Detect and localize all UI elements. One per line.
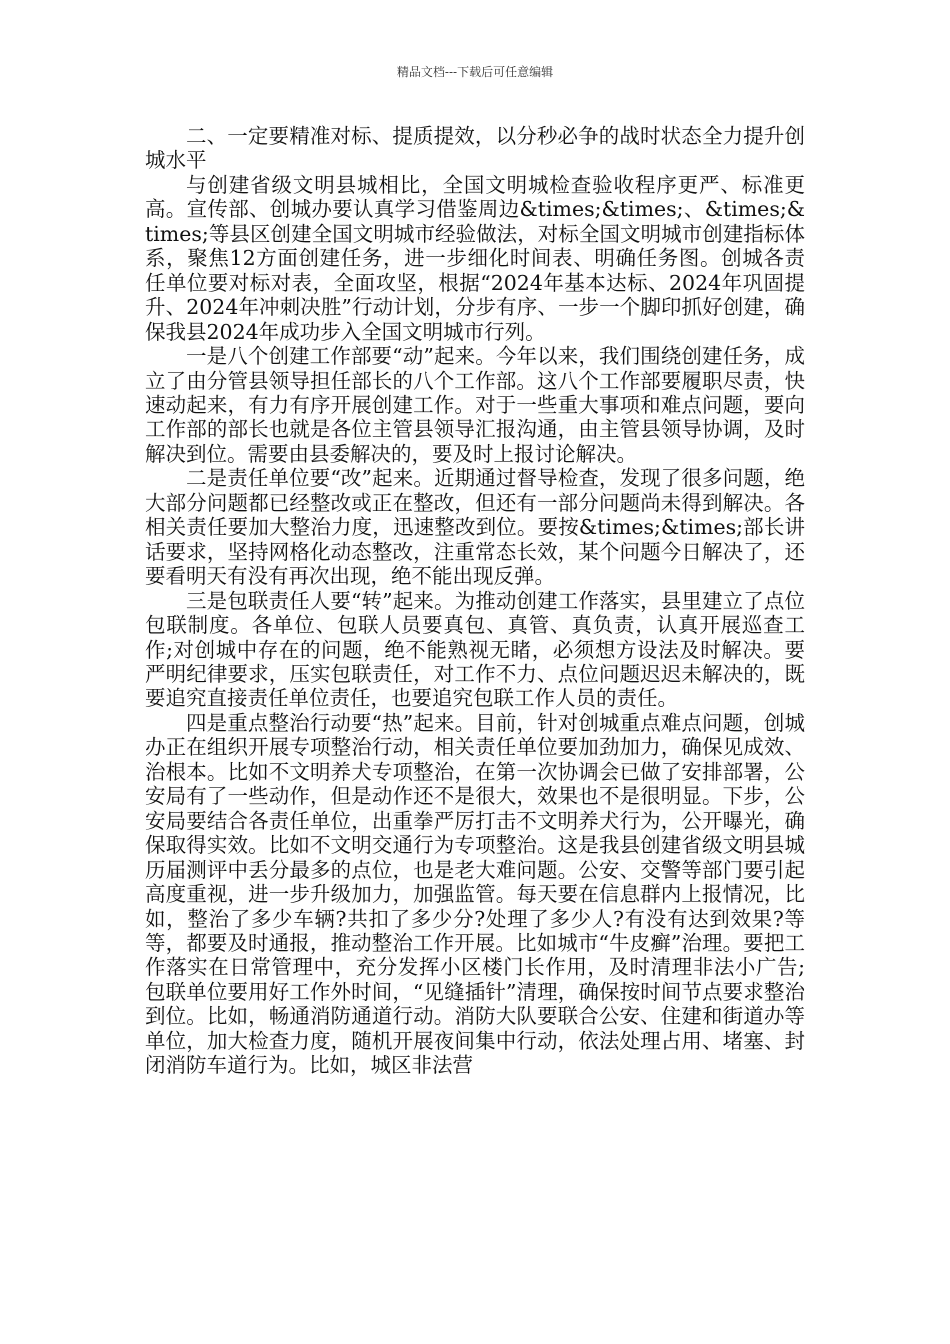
section-heading: 二、一定要精准对标、提质提效，以分秒必争的战时状态全力提升创城水平 xyxy=(145,124,805,173)
document-body xyxy=(145,124,805,1078)
paragraph-point-one: 一是八个创建工作部要“动”起来。今年以来，我们围绕创建任务，成立了由分管县领导担任部长的八个工作部。这八个工作部要履职尽责，快速动起来，有力有序开展创建工作。对于一些重大事项和难点问题，要向工作部的部长也就是各位主管县领导汇报沟通，由主管县领导协调，及时解决到位。需要由县委解决的，要及时上报讨论解决。 xyxy=(145,344,805,466)
paragraph-point-two: 二是责任单位要“改”起来。近期通过督导检查，发现了很多问题，绝大部分问题都已经整改或正在整改，但还有一部分问题尚未得到解决。各相关责任要加大整治力度，迅速整改到位。要按&times;&times;部长讲话要求，坚持网格化动态整改，注重常态长效，某个问题今日解决了，还要看明天有没有再次出现，绝不能出现反弹。 xyxy=(145,466,805,589)
paragraph-point-three: 三是包联责任人要“转”起来。为推动创建工作落实，县里建立了点位包联制度。各单位、包联人员要真包、真管、真负责，认真开展巡查工作;对创城中存在的问题，绝不能熟视无睹，必须想方设法及时解决。要严明纪律要求，压实包联责任，对工作不力、点位问题迟迟未解决的，既要追究直接责任单位责任，也要追究包联工作人员的责任。 xyxy=(145,588,805,711)
paragraph-point-four: 四是重点整治行动要“热”起来。目前，针对创城重点难点问题，创城办正在组织开展专项整治行动，相关责任单位要加劲加力，确保见成效、治根本。比如不文明养犬专项整治，在第一次协调会已做了安排部署，公安局有了一些动作，但是动作还不是很大，效果也不是很明显。下步，公安局要结合各责任单位，出重拳严厉打击不文明养犬行为，公开曝光，确保取得实效。比如不文明交通行为专项整治。这是我县创建省级文明县城历届测评中丢分最多的点位，也是老大难问题。公安、交警等部门要引起高度重视，进一步升级加力，加强监管。每天要在信息群内上报情况，比如，整治了多少车辆?共扣了多少分?处理了多少人?有没有达到效果?等等，都要及时通报，推动整治工作开展。比如城市“牛皮癣”治理。要把工作落实在日常管理中，充分发挥小区楼门长作用，及时清理非法小广告;包联单位要用好工作外时间，“见缝插针”清理，确保按时间节点要求整治到位。比如，畅通消防通道行动。消防大队要联合公安、住建和街道办等单位，加大检查力度，随机开展夜间集中行动，依法处理占用、堵塞、封闭消防车道行为。比如，城区非法营 xyxy=(145,710,805,1078)
paragraph-intro: 与创建省级文明县城相比，全国文明城检查验收程序更严、标准更高。宣传部、创城办要认真学习借鉴周边&times;&times;、&times;&times;等县区创建全国文明城市经验做法，对标全国文明城市创建指标体系，聚焦12方面创建任务，进一步细化时间表、明确任务图。创城各责任单位要对标对表，全面攻坚，根据“2024年基本达标、2024年巩固提升、2024年冲刺决胜”行动计划，分步有序、一步一个脚印抓好创建，确保我县2024年成功步入全国文明城市行列。 xyxy=(145,172,805,344)
page-header: 精品文档---下载后可任意编辑 xyxy=(396,65,554,79)
